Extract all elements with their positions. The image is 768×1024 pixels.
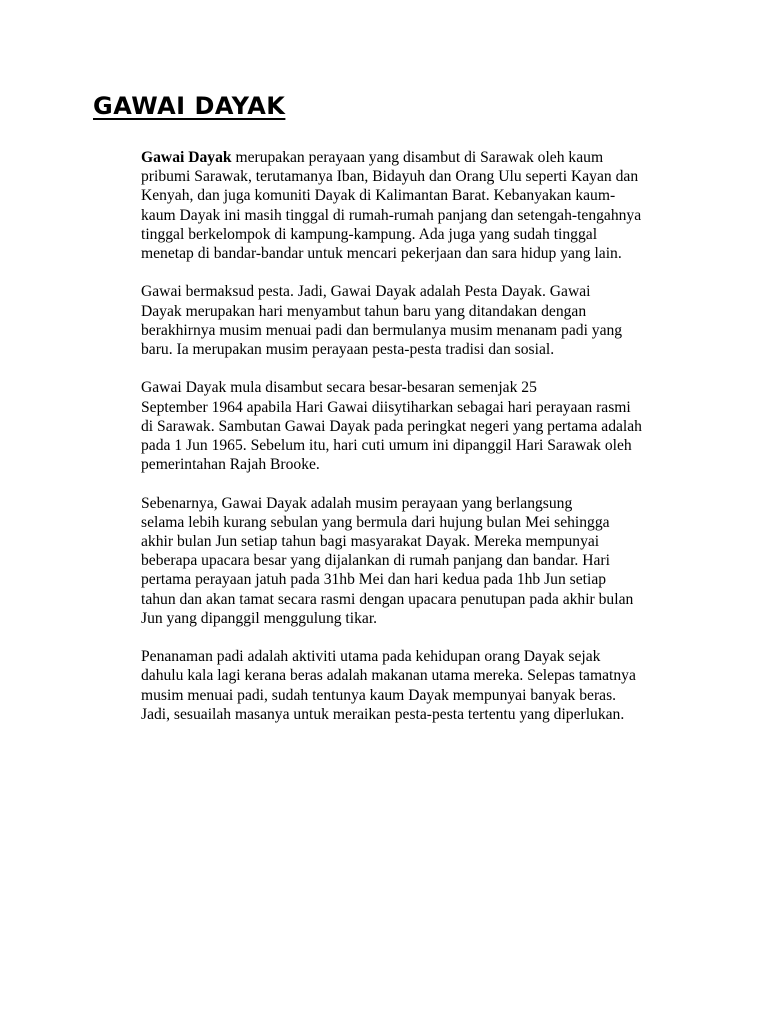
paragraph-line: pada 1 Jun 1965. Sebelum itu, hari cuti umum ini dipanggil Hari Sarawak oleh — [141, 437, 632, 455]
paragraph-line: musim menuai padi, sudah tentunya kaum Dayak mempunyai banyak beras. — [141, 686, 617, 704]
paragraph-line: Sebenarnya, Gawai Dayak adalah musim perayaan yang berlangsung — [141, 494, 573, 512]
paragraph-line: berakhirnya musim menuai padi dan bermulanya musim menanam padi yang — [141, 321, 623, 339]
paragraph-line: merupakan perayaan yang disambut di Sarawak oleh kaum — [231, 149, 604, 166]
paragraph-line: September 1964 apabila Hari Gawai diisytiharkan sebagai hari perayaan rasmi — [141, 398, 631, 416]
paragraph-line: di Sarawak. Sambutan Gawai Dayak pada peringkat negeri yang pertama adalah — [141, 417, 642, 435]
document-title: GAWAI DAYAK — [93, 92, 286, 120]
paragraph-2 — [93, 282, 683, 359]
paragraph-line: Penanaman padi adalah aktiviti utama pada kehidupan orang Dayak sejak — [141, 648, 601, 666]
paragraph-1 — [93, 148, 683, 263]
paragraph-line: menetap di bandar-bandar untuk mencari pekerjaan dan sara hidup yang lain. — [141, 245, 622, 263]
paragraph-line: pemerintahan Rajah Brooke. — [141, 456, 320, 474]
paragraph-line: beberapa upacara besar yang dijalankan di rumah panjang dan bandar. Hari — [141, 552, 610, 570]
paragraph-line: Kenyah, dan juga komuniti Dayak di Kalimantan Barat. Kebanyakan kaum- — [141, 187, 616, 205]
paragraph-line: akhir bulan Jun setiap tahun bagi masyarakat Dayak. Mereka mempunyai — [141, 533, 600, 551]
paragraph-5 — [93, 647, 683, 724]
paragraph-3 — [93, 378, 683, 474]
paragraph-line: Jadi, sesuailah masanya untuk meraikan pesta-pesta tertentu yang diperlukan. — [141, 705, 625, 723]
paragraph-line: dahulu kala lagi kerana beras adalah makanan utama mereka. Selepas tamatnya — [141, 667, 636, 685]
paragraph-line: Gawai bermaksud pesta. Jadi, Gawai Dayak adalah Pesta Dayak. Gawai — [141, 283, 591, 301]
paragraph-line: Jun yang dipanggil menggulung tikar. — [141, 609, 378, 627]
paragraph-line: Dayak merupakan hari menyambut tahun baru yang ditandakan dengan — [141, 302, 587, 320]
paragraph-line: baru. Ia merupakan musim perayaan pesta-pesta tradisi dan sosial. — [141, 341, 555, 359]
paragraph-line: pribumi Sarawak, terutamanya Iban, Bidayuh dan Orang Ulu seperti Kayan dan — [141, 168, 639, 186]
paragraph-line: selama lebih kurang sebulan yang bermula dari hujung bulan Mei sehingga — [141, 513, 610, 531]
paragraph-line: tahun dan akan tamat secara rasmi dengan upacara penutupan pada akhir bulan — [141, 590, 634, 608]
paragraph-line: pertama perayaan jatuh pada 31hb Mei dan hari kedua pada 1hb Jun setiap — [141, 571, 607, 589]
paragraph-line: Gawai Dayak mula disambut secara besar-besaran semenjak 25 — [141, 379, 537, 397]
paragraph-line: kaum Dayak ini masih tinggal di rumah-rumah panjang dan setengah-tengahnya — [141, 206, 642, 224]
document-body — [93, 148, 683, 743]
paragraph-4 — [93, 494, 683, 628]
paragraph-line: tinggal berkelompok di kampung-kampung. Ada juga yang sudah tinggal — [141, 225, 598, 243]
lead-term: Gawai Dayak — [141, 149, 232, 166]
